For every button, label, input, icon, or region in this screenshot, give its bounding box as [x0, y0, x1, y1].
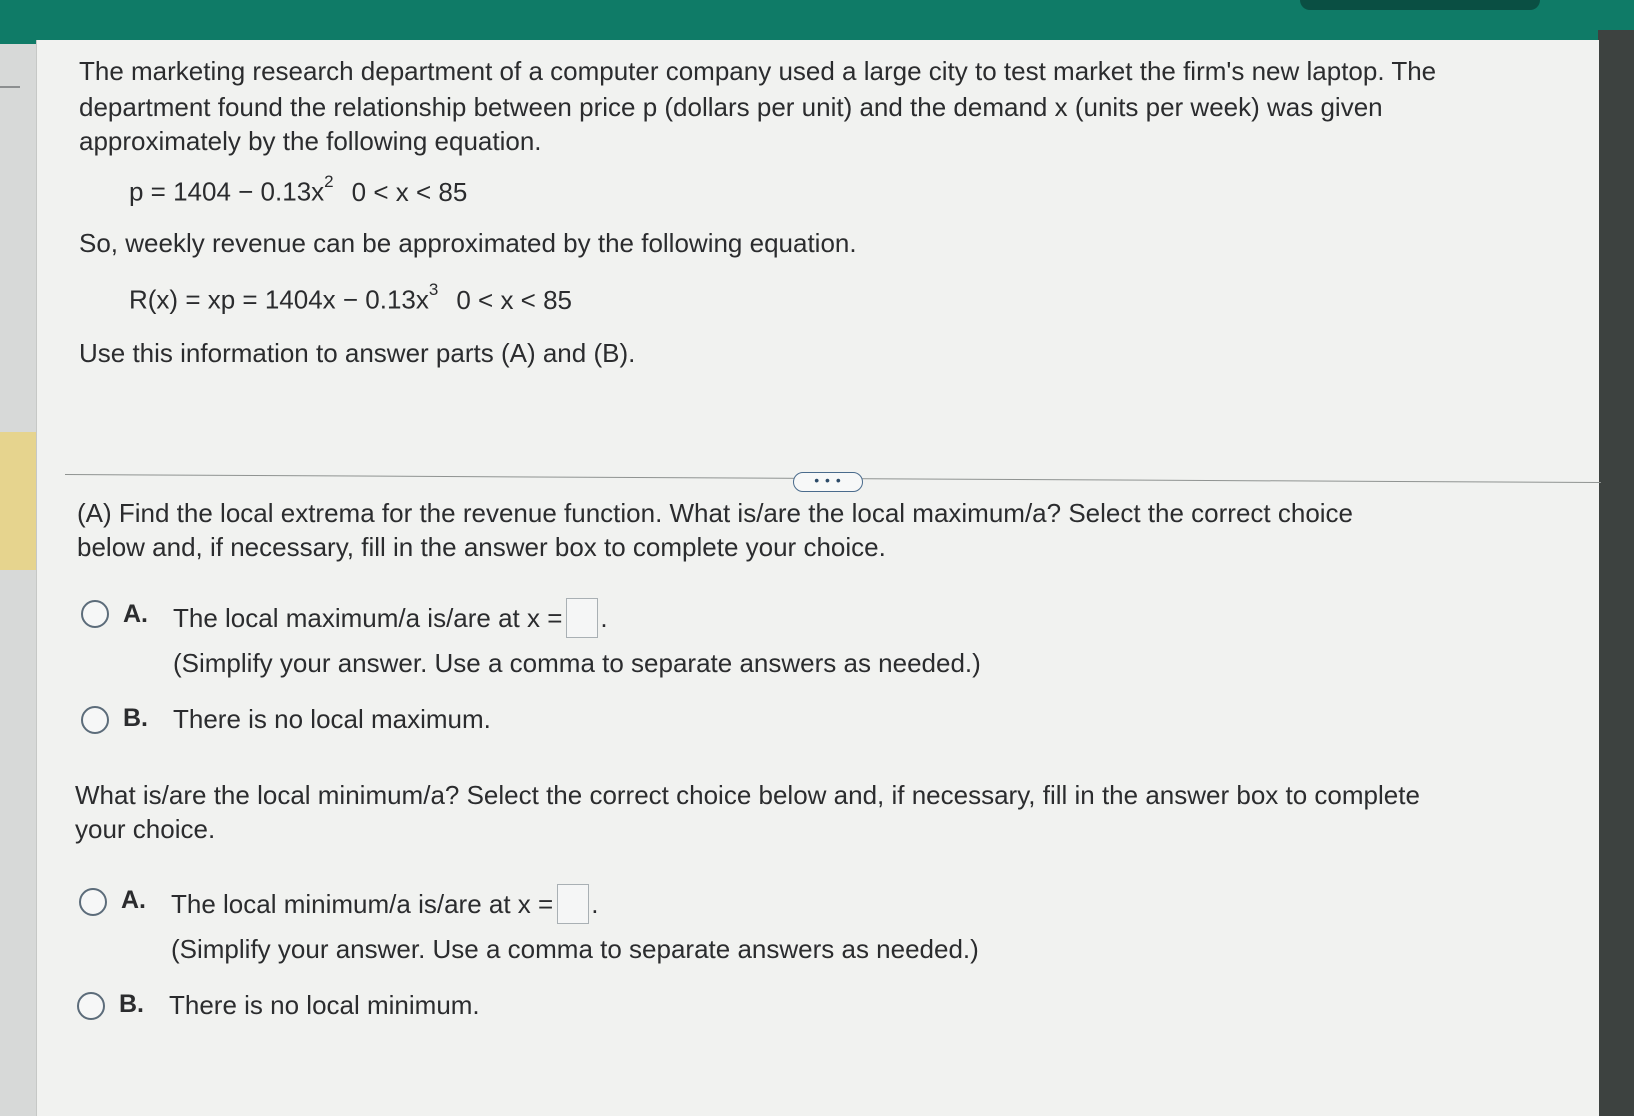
revenue-intro-text: So, weekly revenue can be approximated by the following equation.: [79, 228, 857, 258]
expand-more-button[interactable]: • • •: [793, 472, 863, 492]
part-a-question-line2: below and, if necessary, fill in the answer box to complete your choice.: [77, 532, 886, 562]
min-option-a-text: The local minimum/a is/are at x =: [171, 889, 554, 919]
max-option-a-text: The local maximum/a is/are at x =: [173, 603, 563, 633]
top-header-bar: [0, 0, 1634, 44]
price-equation: [129, 172, 468, 208]
min-question-line1: What is/are the local minimum/a? Select the correct choice below and, if necessary, fill in the answer box to complete: [75, 780, 1420, 810]
header-button[interactable]: [1300, 0, 1540, 10]
min-answer-box[interactable]: [557, 884, 589, 924]
min-option-b-text[interactable]: There is no local minimum.: [169, 990, 480, 1020]
revenue-equation-main: R(x) = xp = 1404x − 0.13x: [129, 284, 429, 315]
part-a-question-line1: (A) Find the local extrema for the revenue function. What is/are the local maximum/a? Select the correct choice: [77, 498, 1354, 528]
revenue-equation-exponent: 3: [428, 280, 439, 299]
revenue-equation: [129, 280, 573, 316]
min-option-b-letter: B.: [119, 990, 144, 1018]
max-option-a-letter: A.: [123, 600, 148, 628]
min-question-line2: your choice.: [75, 814, 216, 844]
intro-text-line3: approximately by the following equation.: [79, 126, 542, 156]
min-option-a-letter: A.: [121, 886, 146, 914]
max-option-a-radio[interactable]: [81, 600, 109, 628]
price-equation-exponent: 2: [324, 172, 334, 191]
min-answer-period: .: [591, 889, 599, 919]
use-info-text: Use this information to answer parts (A) and (B).: [79, 338, 636, 368]
intro-text-line2: department found the relationship between price p (dollars per unit) and the demand x (units per week) was given: [79, 92, 1383, 122]
intro-text-line1: The marketing research department of a computer company used a large city to test market the firm's new laptop. The: [79, 56, 1437, 86]
max-option-b-radio[interactable]: [81, 706, 109, 734]
gutter-dash: [0, 86, 20, 88]
question-panel: [36, 40, 1599, 1116]
min-option-a-hint: (Simplify your answer. Use a comma to separate answers as needed.): [171, 934, 979, 964]
min-option-b-radio[interactable]: [77, 992, 105, 1020]
max-answer-box[interactable]: [566, 598, 598, 638]
max-answer-period: .: [600, 603, 608, 633]
max-option-a-line: [173, 598, 608, 638]
screen-edge: [1598, 30, 1634, 1116]
max-option-b-text[interactable]: There is no local maximum.: [173, 704, 491, 734]
price-equation-range: 0 < x < 85: [351, 176, 468, 207]
revenue-equation-range: 0 < x < 85: [456, 284, 573, 315]
price-equation-main: p = 1404 − 0.13x: [129, 176, 325, 207]
max-option-b-letter: B.: [123, 704, 148, 732]
min-option-a-radio[interactable]: [79, 888, 107, 916]
min-option-a-line: [171, 884, 598, 924]
max-option-a-hint: (Simplify your answer. Use a comma to separate answers as needed.): [173, 648, 981, 678]
